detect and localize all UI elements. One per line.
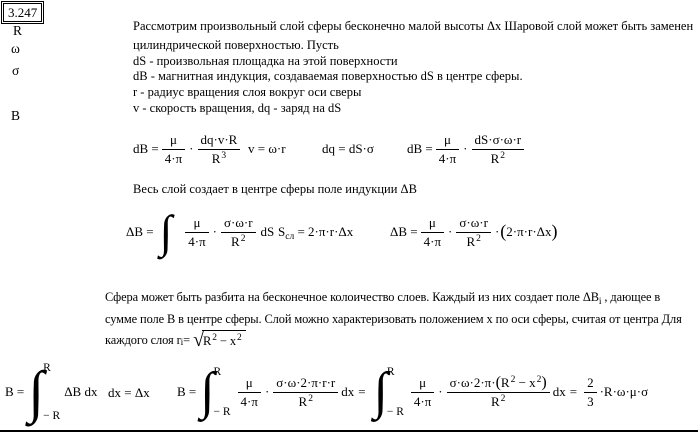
- area-expression: = 2·π·r·Δx: [294, 224, 354, 239]
- exponent: 2: [500, 150, 506, 161]
- result-expression: ·R·ω·μ·σ: [599, 384, 649, 399]
- paragraph-line-4: dB - магнитная индукция, создаваемая поверхностью dS в центре сферы.: [133, 69, 523, 84]
- minus: −: [216, 334, 230, 348]
- den-base: R: [490, 393, 500, 409]
- fraction-mu-over-4pi: [238, 375, 261, 410]
- den-base: R: [298, 393, 308, 409]
- frac-denominator: [472, 150, 525, 167]
- multiply-dot: ·: [463, 141, 468, 156]
- den-base: R: [490, 150, 500, 166]
- fraction-mu-over-4pi: [185, 215, 208, 250]
- formula-lhs: B =: [5, 384, 25, 399]
- integral-icon: ∫: [28, 359, 45, 424]
- fraction-integrand-2: [447, 375, 550, 410]
- den-base: R: [231, 233, 240, 249]
- formula-lhs: dB =: [133, 141, 159, 156]
- term-base: x: [529, 374, 536, 390]
- exponent: 2: [237, 333, 242, 343]
- multiply-dot: ·: [494, 224, 500, 239]
- frac-numerator: [447, 375, 550, 393]
- frac-numerator: μ: [185, 215, 208, 233]
- radical-icon: √: [193, 329, 204, 351]
- formula-row-2: [0, 204, 698, 260]
- text-part: каждого слоя r: [105, 332, 181, 347]
- formula-db-initial: [133, 126, 243, 172]
- problem-number-box: [3, 3, 42, 22]
- radicand: [202, 330, 246, 349]
- formula-db-substituted: [407, 126, 527, 172]
- frac-denominator: 4·π: [188, 233, 206, 249]
- paragraph-line-5: r - радиус вращения слоя вокруг оси сверы: [133, 85, 362, 100]
- integral-with-limits: [28, 361, 60, 423]
- paragraph-line-3: dS - произвольная площадка на этой поверхности: [133, 53, 398, 68]
- formula-dx: dx = Δx: [108, 385, 150, 400]
- integration-variable: dS: [260, 224, 275, 239]
- close-paren: ): [541, 373, 547, 391]
- frac-numerator: dS·σ·ω·r: [472, 132, 525, 150]
- formula-charge: dq = dS·σ: [322, 141, 374, 156]
- close-paren: ): [551, 221, 558, 241]
- fraction-mu-over-4pi: [162, 132, 185, 167]
- integral-icon: ∫: [373, 363, 388, 420]
- exponent: 2: [476, 233, 481, 244]
- formula-lhs: ΔB =: [126, 224, 154, 239]
- index-subscript: i: [180, 338, 184, 348]
- multiply-dot: ·: [212, 224, 217, 239]
- formula-layer-area: [278, 224, 353, 240]
- fraction-dSsigma-over-R2: [472, 132, 525, 167]
- term-base: R: [202, 334, 212, 348]
- text-part: , дающее в: [601, 290, 661, 304]
- open-paren: (: [500, 221, 507, 241]
- frac-numerator: σ·ω·2·π·r·r: [273, 375, 338, 393]
- integral-icon: ∫: [159, 206, 173, 257]
- exponent: 2: [212, 333, 217, 343]
- formula-row-1: [0, 126, 698, 172]
- exponent: 2: [510, 374, 516, 385]
- integrand: ΔB dx: [64, 384, 98, 399]
- frac-numerator: σ·ω·r: [456, 215, 491, 233]
- margin-symbol-sigma: σ: [12, 63, 20, 78]
- fraction-mu-over-4pi: [436, 132, 459, 167]
- intro-paragraph: [133, 19, 693, 117]
- integral-with-limits: [374, 365, 404, 419]
- term-base: R: [500, 374, 510, 390]
- frac-denominator: 4·π: [423, 233, 442, 249]
- frac-denominator: [273, 393, 338, 410]
- paragraph-line-3: [105, 330, 246, 350]
- frac-denominator: 4·π: [413, 393, 432, 409]
- term-base: x: [229, 334, 237, 348]
- text-part: Сфера может быть разбита на бесконечное колоичество слоев. Каждый из них создает поле ΔB: [105, 290, 599, 304]
- area-symbol: S: [278, 224, 286, 239]
- multiply-dot: ·: [264, 384, 270, 399]
- formula-velocity: v = ω·r: [248, 141, 286, 156]
- equals: =: [183, 332, 191, 347]
- index-subscript: i: [598, 297, 602, 307]
- paren-content: 2·π·r·Δx: [506, 224, 552, 239]
- integration-variable: dx: [341, 384, 355, 399]
- area-subscript: сл: [285, 232, 295, 242]
- frac-denominator: [221, 233, 256, 250]
- integral-limits: [214, 365, 231, 419]
- margin-symbol-omega: ω: [11, 41, 20, 56]
- frac-denominator: 4·π: [438, 150, 457, 166]
- formula-lhs: B =: [177, 384, 197, 399]
- frac-numerator: μ: [436, 132, 459, 150]
- frac-numerator: dq·v·R: [198, 132, 241, 150]
- fraction-integrand-1: [273, 375, 338, 410]
- upper-limit: R: [213, 366, 222, 378]
- frac-denominator: [447, 393, 550, 410]
- formula-B-evaluation: [177, 356, 648, 428]
- frac-numerator: 2: [584, 375, 597, 393]
- paragraph-line-1: [105, 290, 660, 305]
- exponent: 2: [308, 393, 313, 404]
- fraction-sigma-omega-r-over-R2: [221, 215, 256, 250]
- equals: =: [358, 384, 366, 399]
- frac-numerator: μ: [421, 215, 444, 233]
- fraction-sigma-omega-r-over-R2: [456, 215, 491, 250]
- frac-denominator: [456, 233, 491, 250]
- integration-variable: dx: [552, 384, 566, 399]
- formula-row-3: [0, 356, 698, 428]
- square-root: [193, 330, 246, 350]
- den-base: R: [211, 150, 221, 166]
- frac-denominator: 4·π: [164, 150, 183, 166]
- formula-deltaB-integral: [126, 204, 274, 260]
- paragraph-line-2: цилиндрической поверхностью. Пусть: [133, 37, 339, 52]
- exponent: 2: [536, 374, 542, 385]
- exponent: 3: [221, 150, 227, 161]
- fraction-dqvR-over-R3: [198, 132, 241, 167]
- layer-field-sentence: Весь слой создает в центре сферы поле индукции ΔB: [133, 182, 417, 196]
- frac-denominator: [198, 150, 241, 167]
- margin-symbol-R: R: [13, 23, 23, 38]
- fraction-mu-over-4pi: [411, 375, 434, 410]
- problem-number: 3.247: [8, 5, 38, 20]
- frac-numerator: σ·ω·r: [221, 215, 256, 233]
- upper-limit: R: [43, 362, 51, 374]
- exponent: 2: [240, 233, 246, 244]
- multiply-dot: ·: [438, 384, 443, 399]
- integral-icon: ∫: [200, 363, 215, 420]
- formula-B-integral-def: [5, 356, 97, 428]
- integral-with-limits: [200, 365, 230, 419]
- multiply-dot: ·: [189, 141, 194, 156]
- multiply-dot: ·: [448, 224, 453, 239]
- integral-limits: [387, 365, 404, 419]
- paragraph-line-2: сумме поле В в центре сферы. Слой можно характеризовать положением х по оси сферы, считая от центра Для: [105, 312, 682, 326]
- upper-limit: R: [386, 366, 395, 378]
- exponent: 2: [500, 393, 506, 404]
- fraction-mu-over-4pi: [421, 215, 444, 250]
- fraction-two-thirds: [584, 375, 597, 410]
- num-prefix: σ·ω·2·π·: [449, 374, 496, 390]
- integral-limits: [43, 361, 60, 423]
- frac-denominator: 3: [587, 393, 594, 409]
- frac-numerator: μ: [238, 375, 261, 393]
- frac-numerator: μ: [162, 132, 185, 150]
- formula-deltaB-result: [390, 204, 558, 260]
- frac-numerator: μ: [411, 375, 434, 393]
- formula-lhs: ΔB =: [390, 224, 418, 239]
- minus: −: [515, 374, 530, 390]
- equals: =: [569, 384, 578, 399]
- lower-limit: − R: [386, 406, 404, 418]
- formula-lhs: dB =: [407, 141, 433, 156]
- lower-limit: − R: [213, 406, 231, 418]
- lower-limit: − R: [43, 410, 61, 422]
- frac-denominator: 4·π: [240, 393, 258, 409]
- open-paren: (: [495, 373, 501, 391]
- paragraph-line-1: Рассмотрим произвольный слой сферы бесконечно малой высоты Δx Шаровой слой может быть заменен: [133, 19, 694, 33]
- den-base: R: [466, 233, 476, 249]
- margin-symbol-B: B: [11, 108, 21, 123]
- paragraph-line-6: v - скорость вращения, dq - заряд на dS: [133, 100, 342, 115]
